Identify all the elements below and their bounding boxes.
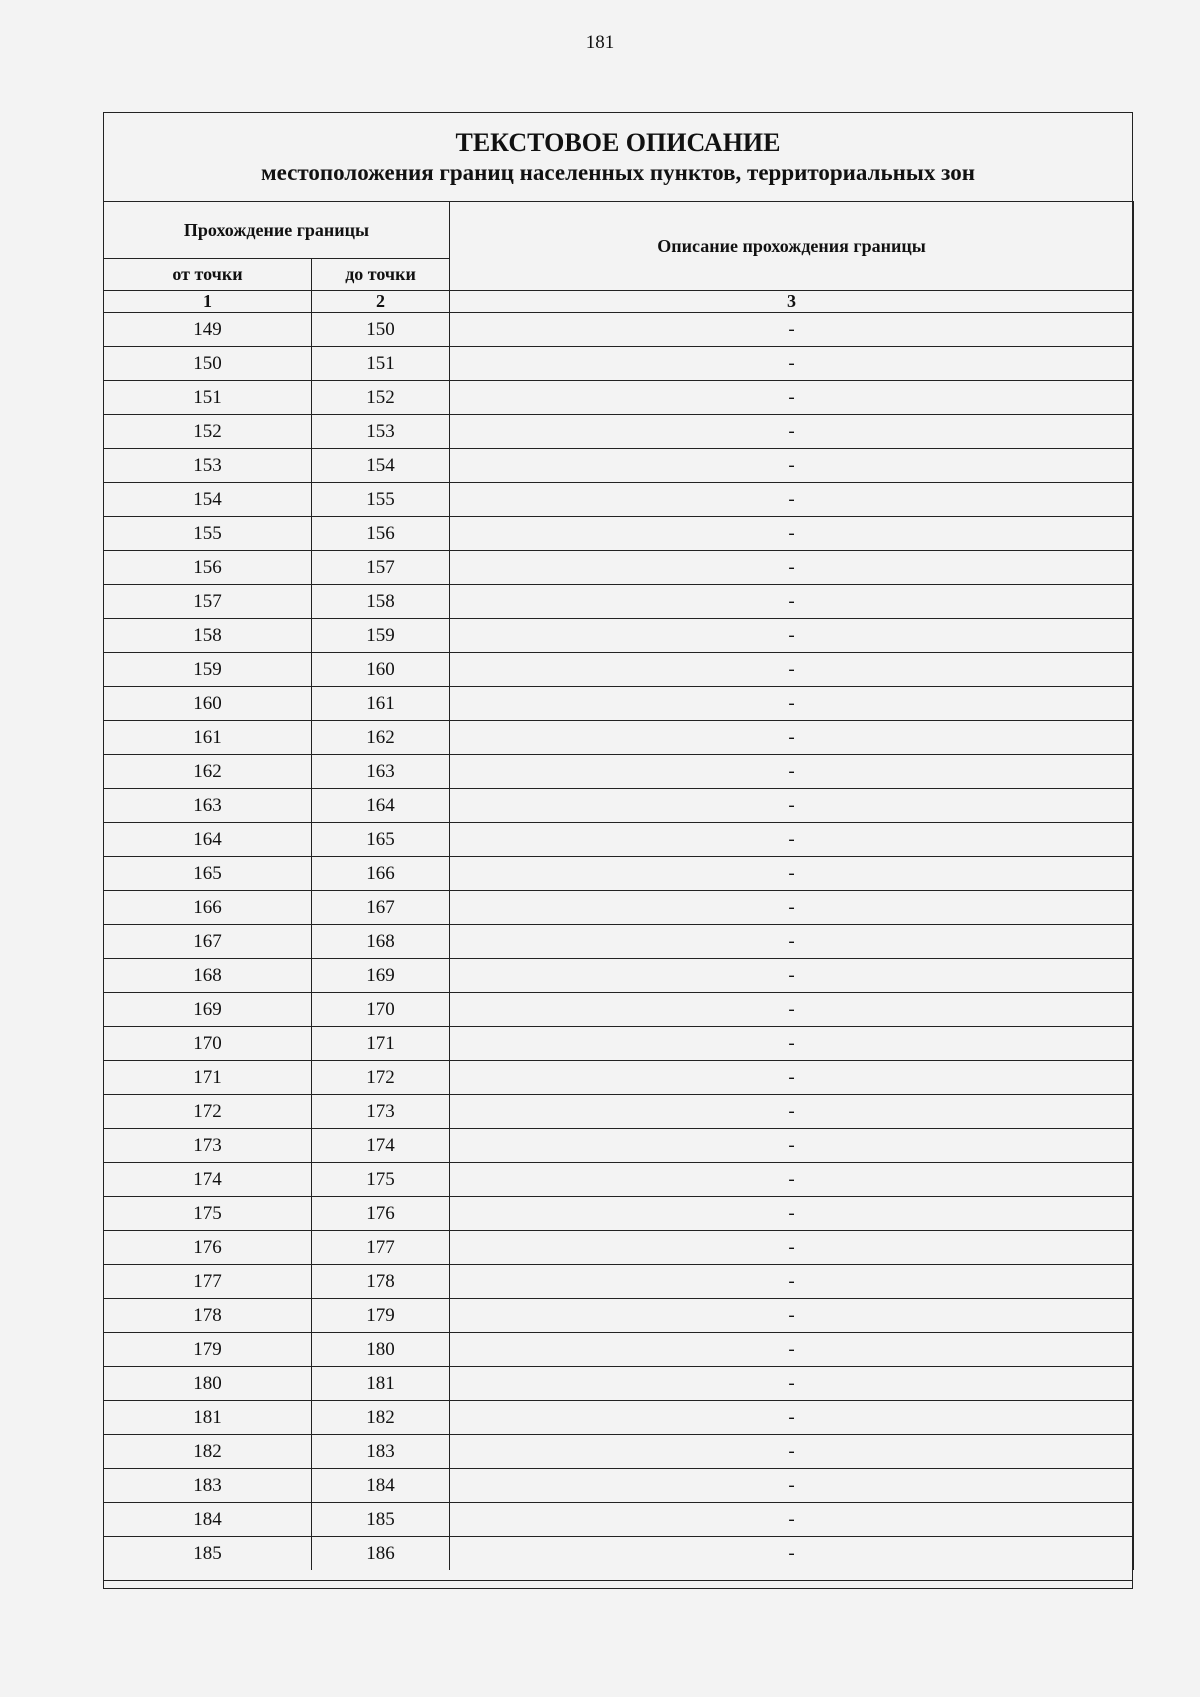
from-point-cell: 157: [104, 585, 312, 619]
to-point-cell: 176: [312, 1197, 450, 1231]
table-row: [104, 1197, 1134, 1231]
description-cell: -: [450, 551, 1134, 585]
to-point-cell: 183: [312, 1435, 450, 1469]
table-row: [104, 347, 1134, 381]
to-point-cell: 158: [312, 585, 450, 619]
from-point-cell: 169: [104, 993, 312, 1027]
table-row: [104, 1163, 1134, 1197]
description-cell: -: [450, 1367, 1134, 1401]
from-point-cell: 174: [104, 1163, 312, 1197]
table-row: [104, 585, 1134, 619]
table-row: [104, 1231, 1134, 1265]
from-point-cell: 160: [104, 687, 312, 721]
to-point-cell: 156: [312, 517, 450, 551]
description-cell: -: [450, 755, 1134, 789]
description-cell: -: [450, 313, 1134, 347]
bottom-rule: [103, 1580, 1133, 1581]
from-point-cell: 154: [104, 483, 312, 517]
to-point-cell: 178: [312, 1265, 450, 1299]
to-point-cell: 163: [312, 755, 450, 789]
to-point-cell: 181: [312, 1367, 450, 1401]
from-point-cell: 166: [104, 891, 312, 925]
from-point-cell: 179: [104, 1333, 312, 1367]
description-cell: -: [450, 1265, 1134, 1299]
from-point-cell: 159: [104, 653, 312, 687]
table-row: [104, 823, 1134, 857]
to-point-cell: 168: [312, 925, 450, 959]
from-point-cell: 158: [104, 619, 312, 653]
table-row: [104, 1435, 1134, 1469]
from-point-cell: 178: [104, 1299, 312, 1333]
description-cell: -: [450, 959, 1134, 993]
to-point-cell: 182: [312, 1401, 450, 1435]
to-point-cell: 155: [312, 483, 450, 517]
to-point-cell: 152: [312, 381, 450, 415]
description-cell: -: [450, 415, 1134, 449]
description-cell: -: [450, 925, 1134, 959]
table-row: [104, 891, 1134, 925]
table-row: [104, 1537, 1134, 1571]
table-row: [104, 1503, 1134, 1537]
description-cell: -: [450, 1299, 1134, 1333]
from-point-cell: 152: [104, 415, 312, 449]
column-number-1: 1: [104, 291, 312, 313]
table-row: [104, 381, 1134, 415]
to-point-cell: 173: [312, 1095, 450, 1129]
description-cell: -: [450, 687, 1134, 721]
from-point-cell: 149: [104, 313, 312, 347]
table-row: [104, 415, 1134, 449]
to-point-cell: 161: [312, 687, 450, 721]
description-cell: -: [450, 483, 1134, 517]
to-point-cell: 166: [312, 857, 450, 891]
description-cell: -: [450, 721, 1134, 755]
from-point-cell: 175: [104, 1197, 312, 1231]
table-row: [104, 687, 1134, 721]
table-row: [104, 619, 1134, 653]
table-row: [104, 925, 1134, 959]
description-cell: -: [450, 993, 1134, 1027]
table-row: [104, 517, 1134, 551]
to-point-cell: 157: [312, 551, 450, 585]
table-row: [104, 1095, 1134, 1129]
to-point-cell: 172: [312, 1061, 450, 1095]
table-row: [104, 755, 1134, 789]
table-row: [104, 1401, 1134, 1435]
description-cell: -: [450, 789, 1134, 823]
from-point-cell: 150: [104, 347, 312, 381]
to-point-cell: 165: [312, 823, 450, 857]
description-cell: -: [450, 585, 1134, 619]
from-point-cell: 156: [104, 551, 312, 585]
to-point-cell: 164: [312, 789, 450, 823]
header-boundary-passage: Прохождение границы: [104, 202, 450, 259]
description-cell: -: [450, 653, 1134, 687]
to-point-cell: 169: [312, 959, 450, 993]
from-point-cell: 172: [104, 1095, 312, 1129]
from-point-cell: 183: [104, 1469, 312, 1503]
table-row: [104, 1027, 1134, 1061]
from-point-cell: 170: [104, 1027, 312, 1061]
from-point-cell: 151: [104, 381, 312, 415]
to-point-cell: 186: [312, 1537, 450, 1571]
from-point-cell: 180: [104, 1367, 312, 1401]
from-point-cell: 163: [104, 789, 312, 823]
table-row: [104, 857, 1134, 891]
from-point-cell: 164: [104, 823, 312, 857]
table-row: [104, 1333, 1134, 1367]
description-cell: -: [450, 891, 1134, 925]
to-point-cell: 175: [312, 1163, 450, 1197]
header-from-point: от точки: [104, 259, 312, 291]
table-row: [104, 1129, 1134, 1163]
table-row: [104, 313, 1134, 347]
description-cell: -: [450, 1061, 1134, 1095]
table-body: [104, 313, 1134, 1571]
from-point-cell: 185: [104, 1537, 312, 1571]
table-row: [104, 483, 1134, 517]
table-row: [104, 993, 1134, 1027]
description-cell: -: [450, 381, 1134, 415]
from-point-cell: 173: [104, 1129, 312, 1163]
from-point-cell: 155: [104, 517, 312, 551]
to-point-cell: 159: [312, 619, 450, 653]
description-cell: -: [450, 1333, 1134, 1367]
from-point-cell: 153: [104, 449, 312, 483]
to-point-cell: 171: [312, 1027, 450, 1061]
to-point-cell: 185: [312, 1503, 450, 1537]
boundary-table: [103, 201, 1134, 1570]
description-cell: -: [450, 1129, 1134, 1163]
from-point-cell: 184: [104, 1503, 312, 1537]
description-cell: -: [450, 1027, 1134, 1061]
to-point-cell: 174: [312, 1129, 450, 1163]
description-cell: -: [450, 1435, 1134, 1469]
from-point-cell: 177: [104, 1265, 312, 1299]
to-point-cell: 151: [312, 347, 450, 381]
table-row: [104, 653, 1134, 687]
description-cell: -: [450, 1095, 1134, 1129]
from-point-cell: 182: [104, 1435, 312, 1469]
from-point-cell: 168: [104, 959, 312, 993]
description-cell: -: [450, 1401, 1134, 1435]
table-row: [104, 449, 1134, 483]
table-row: [104, 1061, 1134, 1095]
table-row: [104, 721, 1134, 755]
description-cell: -: [450, 1231, 1134, 1265]
description-cell: -: [450, 517, 1134, 551]
to-point-cell: 150: [312, 313, 450, 347]
header-description: Описание прохождения границы: [450, 202, 1134, 291]
from-point-cell: 181: [104, 1401, 312, 1435]
from-point-cell: 167: [104, 925, 312, 959]
column-number-3: 3: [450, 291, 1134, 313]
description-cell: -: [450, 619, 1134, 653]
to-point-cell: 180: [312, 1333, 450, 1367]
column-number-2: 2: [312, 291, 450, 313]
table-row: [104, 789, 1134, 823]
page-number: 181: [585, 32, 615, 53]
table-row: [104, 1299, 1134, 1333]
to-point-cell: 170: [312, 993, 450, 1027]
table-row: [104, 959, 1134, 993]
description-cell: -: [450, 1163, 1134, 1197]
description-cell: -: [450, 857, 1134, 891]
from-point-cell: 176: [104, 1231, 312, 1265]
to-point-cell: 177: [312, 1231, 450, 1265]
description-cell: -: [450, 1537, 1134, 1571]
description-cell: -: [450, 1197, 1134, 1231]
table-row: [104, 1469, 1134, 1503]
to-point-cell: 160: [312, 653, 450, 687]
description-cell: -: [450, 823, 1134, 857]
table-row: [104, 1265, 1134, 1299]
to-point-cell: 153: [312, 415, 450, 449]
table-row: [104, 551, 1134, 585]
description-cell: -: [450, 1469, 1134, 1503]
description-cell: -: [450, 1503, 1134, 1537]
title-line-2: местоположения границ населенных пунктов, территориальных зон: [261, 160, 975, 185]
description-cell: -: [450, 347, 1134, 381]
to-point-cell: 167: [312, 891, 450, 925]
document-title: [103, 112, 1133, 188]
table-row: [104, 1367, 1134, 1401]
to-point-cell: 184: [312, 1469, 450, 1503]
from-point-cell: 171: [104, 1061, 312, 1095]
description-cell: -: [450, 449, 1134, 483]
to-point-cell: 179: [312, 1299, 450, 1333]
from-point-cell: 165: [104, 857, 312, 891]
to-point-cell: 154: [312, 449, 450, 483]
to-point-cell: 162: [312, 721, 450, 755]
from-point-cell: 162: [104, 755, 312, 789]
header-to-point: до точки: [312, 259, 450, 291]
title-line-1: ТЕКСТОВОЕ ОПИСАНИЕ: [455, 128, 781, 157]
from-point-cell: 161: [104, 721, 312, 755]
